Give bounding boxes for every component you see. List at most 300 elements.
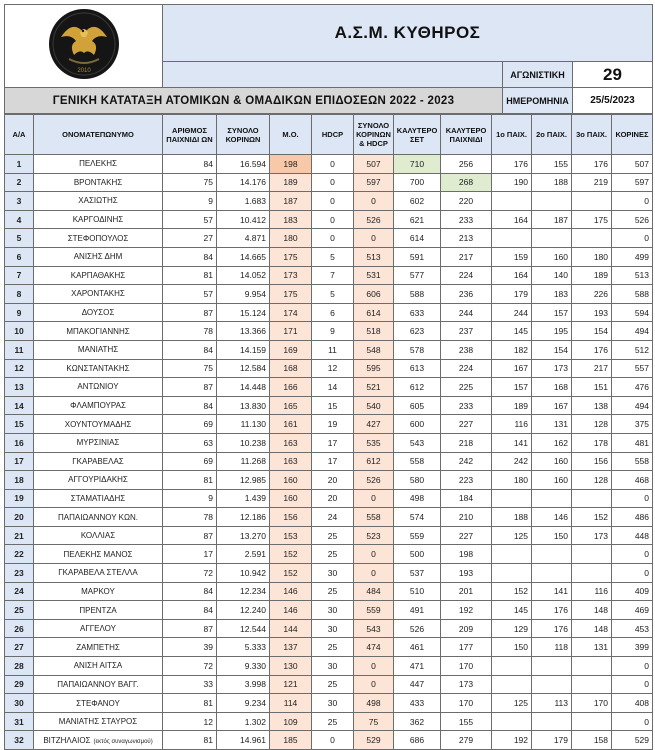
row-name: ΜΑΝΙΑΤΗΣ ΣΤΑΥΡΟΣ <box>34 712 163 731</box>
row-total: 557 <box>612 359 653 378</box>
row-games: 84 <box>163 247 217 266</box>
col-best-set: ΚΑΛΥΤΕΡΟ ΣΕΤ <box>394 115 441 155</box>
row-name: ΠΕΛΕΚΗΣ <box>34 155 163 174</box>
row-pins-hdcp: 75 <box>354 712 394 731</box>
row-game2: 195 <box>532 322 572 341</box>
row-total: 486 <box>612 508 653 527</box>
row-game1: 164 <box>492 266 532 285</box>
row-games: 75 <box>163 173 217 192</box>
row-total: 0 <box>612 712 653 731</box>
row-best-set: 613 <box>394 359 441 378</box>
col-pins-hdcp: ΣΥΝΟΛΟ ΚΟΡΙΝΩΝ & HDCP <box>354 115 394 155</box>
row-rank: 7 <box>5 266 34 285</box>
col-best-game: ΚΑΛΥΤΕΡΟ ΠΑΙΧΝΙΔΙ <box>441 115 492 155</box>
row-hdcp: 5 <box>312 285 354 304</box>
row-games: 84 <box>163 340 217 359</box>
row-game2: 141 <box>532 582 572 601</box>
row-best-game: 223 <box>441 471 492 490</box>
row-hdcp: 12 <box>312 359 354 378</box>
column-header-row <box>5 115 653 155</box>
row-name: ΚΩΝΣΤΑΝΤΑΚΗΣ <box>34 359 163 378</box>
row-avg: 152 <box>270 564 312 583</box>
row-game1: 244 <box>492 303 532 322</box>
table-row <box>5 564 653 583</box>
row-name: ΓΚΑΡΑΒΕΛΑΣ <box>34 452 163 471</box>
row-game3 <box>572 545 612 564</box>
row-games: 57 <box>163 210 217 229</box>
row-rank: 23 <box>5 564 34 583</box>
row-game1 <box>492 564 532 583</box>
row-rank: 25 <box>5 601 34 620</box>
row-game3: 128 <box>572 471 612 490</box>
row-game2: 146 <box>532 508 572 527</box>
row-game2: 155 <box>532 155 572 174</box>
row-name: ΑΝΙΣΗΣ ΔΗΜ <box>34 247 163 266</box>
row-pins: 14.052 <box>217 266 270 285</box>
row-pins: 1.302 <box>217 712 270 731</box>
row-pins-hdcp: 529 <box>354 731 394 750</box>
row-game3: 219 <box>572 173 612 192</box>
table-row <box>5 452 653 471</box>
row-rank: 11 <box>5 340 34 359</box>
row-game2: 118 <box>532 638 572 657</box>
row-rank: 24 <box>5 582 34 601</box>
row-best-set: 577 <box>394 266 441 285</box>
row-games: 84 <box>163 396 217 415</box>
row-avg: 183 <box>270 210 312 229</box>
row-game3 <box>572 192 612 211</box>
row-hdcp: 30 <box>312 619 354 638</box>
row-pins-hdcp: 558 <box>354 508 394 527</box>
row-games: 69 <box>163 415 217 434</box>
row-game2: 176 <box>532 601 572 620</box>
row-hdcp: 24 <box>312 508 354 527</box>
row-games: 84 <box>163 155 217 174</box>
row-game3: 148 <box>572 601 612 620</box>
row-game1 <box>492 675 532 694</box>
row-pins-hdcp: 526 <box>354 210 394 229</box>
row-games: 75 <box>163 359 217 378</box>
row-best-game: 256 <box>441 155 492 174</box>
header-blank <box>163 62 503 88</box>
table-row <box>5 303 653 322</box>
row-best-game: 233 <box>441 396 492 415</box>
row-game1: 188 <box>492 508 532 527</box>
table-row <box>5 192 653 211</box>
row-best-set: 591 <box>394 247 441 266</box>
row-avg: 152 <box>270 545 312 564</box>
row-hdcp: 0 <box>312 173 354 192</box>
row-avg: 156 <box>270 508 312 527</box>
row-best-game: 237 <box>441 322 492 341</box>
row-rank: 29 <box>5 675 34 694</box>
row-game3: 156 <box>572 452 612 471</box>
col-pins-today: ΚΟΡΙΝΕΣ <box>612 115 653 155</box>
row-game2: 168 <box>532 378 572 397</box>
row-total: 375 <box>612 415 653 434</box>
row-hdcp: 11 <box>312 340 354 359</box>
table-row <box>5 638 653 657</box>
row-game1: 150 <box>492 638 532 657</box>
row-hdcp: 20 <box>312 471 354 490</box>
row-game2 <box>532 545 572 564</box>
row-best-set: 633 <box>394 303 441 322</box>
row-best-set: 623 <box>394 322 441 341</box>
row-game3: 193 <box>572 303 612 322</box>
row-name: ΜΑΡΚΟΥ <box>34 582 163 601</box>
row-rank: 14 <box>5 396 34 415</box>
row-total: 481 <box>612 433 653 452</box>
row-hdcp: 25 <box>312 545 354 564</box>
row-best-set: 710 <box>394 155 441 174</box>
row-best-set: 700 <box>394 173 441 192</box>
row-pins: 3.998 <box>217 675 270 694</box>
row-game1: 192 <box>492 731 532 750</box>
row-game2 <box>532 229 572 248</box>
row-pins-hdcp: 0 <box>354 675 394 694</box>
row-total: 448 <box>612 526 653 545</box>
row-rank: 15 <box>5 415 34 434</box>
row-hdcp: 6 <box>312 303 354 322</box>
row-best-set: 447 <box>394 675 441 694</box>
row-name: ΓΚΑΡΑΒΕΛΑ ΣΤΕΛΛΑ <box>34 564 163 583</box>
row-hdcp: 20 <box>312 489 354 508</box>
row-games: 78 <box>163 508 217 527</box>
row-pins-hdcp: 498 <box>354 694 394 713</box>
row-total: 0 <box>612 545 653 564</box>
row-game2: 160 <box>532 247 572 266</box>
row-total: 453 <box>612 619 653 638</box>
row-rank: 19 <box>5 489 34 508</box>
row-name: ΑΝΤΩΝΙΟΥ <box>34 378 163 397</box>
table-row <box>5 210 653 229</box>
row-rank: 10 <box>5 322 34 341</box>
table-row <box>5 359 653 378</box>
row-pins-hdcp: 0 <box>354 545 394 564</box>
table-row <box>5 619 653 638</box>
row-best-game: 170 <box>441 657 492 676</box>
row-avg: 174 <box>270 303 312 322</box>
row-best-game: 225 <box>441 378 492 397</box>
row-avg: 165 <box>270 396 312 415</box>
row-game2: 160 <box>532 452 572 471</box>
row-avg: 175 <box>270 285 312 304</box>
row-best-set: 559 <box>394 526 441 545</box>
row-best-set: 543 <box>394 433 441 452</box>
row-best-game: 268 <box>441 173 492 192</box>
row-game1 <box>492 192 532 211</box>
row-pins: 11.268 <box>217 452 270 471</box>
table-row <box>5 433 653 452</box>
row-best-game: 170 <box>441 694 492 713</box>
row-game2 <box>532 712 572 731</box>
row-games: 72 <box>163 564 217 583</box>
row-pins-hdcp: 526 <box>354 471 394 490</box>
table-row <box>5 229 653 248</box>
row-name: ΠΑΠΑΙΩΑΝΝΟΥ ΚΩΝ. <box>34 508 163 527</box>
row-total: 529 <box>612 731 653 750</box>
row-total: 0 <box>612 564 653 583</box>
eagle-emblem-icon <box>47 7 121 81</box>
row-pins: 12.186 <box>217 508 270 527</box>
row-game3: 138 <box>572 396 612 415</box>
row-games: 87 <box>163 619 217 638</box>
row-hdcp: 0 <box>312 229 354 248</box>
row-best-game: 173 <box>441 675 492 694</box>
table-row <box>5 526 653 545</box>
row-avg: 114 <box>270 694 312 713</box>
row-pins: 12.544 <box>217 619 270 638</box>
row-name: ΒΡΟΝΤΑΚΗΣ <box>34 173 163 192</box>
row-rank: 2 <box>5 173 34 192</box>
row-game1: 152 <box>492 582 532 601</box>
row-best-game: 238 <box>441 340 492 359</box>
row-rank: 27 <box>5 638 34 657</box>
row-pins-hdcp: 597 <box>354 173 394 192</box>
row-best-game: 193 <box>441 564 492 583</box>
row-game2: 187 <box>532 210 572 229</box>
row-total: 0 <box>612 229 653 248</box>
row-best-game: 279 <box>441 731 492 750</box>
table-row <box>5 247 653 266</box>
row-games: 87 <box>163 303 217 322</box>
row-best-set: 558 <box>394 452 441 471</box>
row-hdcp: 30 <box>312 601 354 620</box>
row-pins-hdcp: 0 <box>354 192 394 211</box>
row-game2: 157 <box>532 303 572 322</box>
table-row <box>5 340 653 359</box>
row-total: 526 <box>612 210 653 229</box>
row-avg: 161 <box>270 415 312 434</box>
row-pins-hdcp: 484 <box>354 582 394 601</box>
row-total: 513 <box>612 266 653 285</box>
row-avg: 173 <box>270 266 312 285</box>
row-best-set: 580 <box>394 471 441 490</box>
row-name: ΑΝΙΣΗ ΑΙΤΣΑ <box>34 657 163 676</box>
date-label: ΗΜΕΡΟΜΗΝΙΑ <box>503 88 573 114</box>
row-best-set: 433 <box>394 694 441 713</box>
row-name: ΜΑΝΙΑΤΗΣ <box>34 340 163 359</box>
row-avg: 121 <box>270 675 312 694</box>
row-game3: 151 <box>572 378 612 397</box>
row-game3: 128 <box>572 415 612 434</box>
row-name-text: ΒΙΤΖΗΛΑΙΟΣ <box>43 735 91 745</box>
row-games: 81 <box>163 731 217 750</box>
sheet-header <box>4 4 653 114</box>
row-name: ΖΑΜΠΕΤΗΣ <box>34 638 163 657</box>
row-avg: 187 <box>270 192 312 211</box>
row-best-game: 210 <box>441 508 492 527</box>
row-total: 494 <box>612 322 653 341</box>
row-avg: 175 <box>270 247 312 266</box>
row-best-set: 574 <box>394 508 441 527</box>
row-best-set: 491 <box>394 601 441 620</box>
table-row <box>5 378 653 397</box>
col-rank: Α/Α <box>5 115 34 155</box>
row-pins-hdcp: 521 <box>354 378 394 397</box>
row-game1 <box>492 229 532 248</box>
row-pins: 12.234 <box>217 582 270 601</box>
row-game2 <box>532 564 572 583</box>
row-game3: 176 <box>572 340 612 359</box>
row-pins-hdcp: 523 <box>354 526 394 545</box>
table-row <box>5 545 653 564</box>
table-row <box>5 471 653 490</box>
row-games: 81 <box>163 694 217 713</box>
row-pins: 15.124 <box>217 303 270 322</box>
row-best-set: 612 <box>394 378 441 397</box>
row-pins: 9.234 <box>217 694 270 713</box>
table-row <box>5 155 653 174</box>
row-avg: 146 <box>270 582 312 601</box>
row-game2: 154 <box>532 340 572 359</box>
row-game1: 145 <box>492 322 532 341</box>
row-pins-hdcp: 427 <box>354 415 394 434</box>
row-pins: 16.594 <box>217 155 270 174</box>
row-total: 0 <box>612 489 653 508</box>
row-games: 12 <box>163 712 217 731</box>
row-game2: 150 <box>532 526 572 545</box>
row-hdcp: 7 <box>312 266 354 285</box>
row-total: 588 <box>612 285 653 304</box>
row-hdcp: 0 <box>312 731 354 750</box>
row-games: 17 <box>163 545 217 564</box>
row-best-set: 621 <box>394 210 441 229</box>
row-best-game: 192 <box>441 601 492 620</box>
row-best-set: 537 <box>394 564 441 583</box>
row-game2: 140 <box>532 266 572 285</box>
table-row <box>5 415 653 434</box>
row-rank: 9 <box>5 303 34 322</box>
row-best-game: 220 <box>441 192 492 211</box>
row-game3: 217 <box>572 359 612 378</box>
row-rank: 16 <box>5 433 34 452</box>
row-game1: 129 <box>492 619 532 638</box>
row-game1: 125 <box>492 694 532 713</box>
row-game2: 167 <box>532 396 572 415</box>
row-name-note: (εκτός συναγωνισμού) <box>93 738 153 745</box>
row-best-game: 224 <box>441 359 492 378</box>
row-game3 <box>572 229 612 248</box>
row-total: 594 <box>612 303 653 322</box>
row-games: 27 <box>163 229 217 248</box>
row-game3: 170 <box>572 694 612 713</box>
row-game1: 179 <box>492 285 532 304</box>
row-game2: 188 <box>532 173 572 192</box>
row-rank: 1 <box>5 155 34 174</box>
row-rank: 3 <box>5 192 34 211</box>
row-avg: 109 <box>270 712 312 731</box>
row-games: 78 <box>163 322 217 341</box>
row-games: 81 <box>163 266 217 285</box>
row-pins: 14.176 <box>217 173 270 192</box>
row-game3: 189 <box>572 266 612 285</box>
row-best-game: 218 <box>441 433 492 452</box>
row-best-game: 242 <box>441 452 492 471</box>
col-pins: ΣΥΝΟΛΟ ΚΟΡΙΝΩΝ <box>217 115 270 155</box>
row-hdcp: 14 <box>312 378 354 397</box>
row-avg: 146 <box>270 601 312 620</box>
row-name: ΧΑΣΙΩΤΗΣ <box>34 192 163 211</box>
row-games: 69 <box>163 452 217 471</box>
row-pins: 14.961 <box>217 731 270 750</box>
row-best-set: 498 <box>394 489 441 508</box>
row-rank: 22 <box>5 545 34 564</box>
row-hdcp: 9 <box>312 322 354 341</box>
row-rank: 17 <box>5 452 34 471</box>
row-hdcp: 0 <box>312 192 354 211</box>
row-best-game: 224 <box>441 266 492 285</box>
row-best-game: 155 <box>441 712 492 731</box>
table-row <box>5 285 653 304</box>
row-game3 <box>572 657 612 676</box>
row-pins: 14.665 <box>217 247 270 266</box>
row-game3: 226 <box>572 285 612 304</box>
row-rank: 8 <box>5 285 34 304</box>
row-pins-hdcp: 595 <box>354 359 394 378</box>
row-pins: 1.683 <box>217 192 270 211</box>
row-game2: 160 <box>532 471 572 490</box>
row-game1: 145 <box>492 601 532 620</box>
row-rank: 18 <box>5 471 34 490</box>
row-pins: 12.240 <box>217 601 270 620</box>
col-game3: 3ο ΠΑΙΧ. <box>572 115 612 155</box>
table-row <box>5 173 653 192</box>
row-total: 399 <box>612 638 653 657</box>
table-row <box>5 396 653 415</box>
row-total: 476 <box>612 378 653 397</box>
row-total: 494 <box>612 396 653 415</box>
table-row <box>5 489 653 508</box>
row-best-set: 510 <box>394 582 441 601</box>
col-game2: 2ο ΠΑΙΧ. <box>532 115 572 155</box>
row-best-game: 227 <box>441 415 492 434</box>
col-avg: Μ.Ο. <box>270 115 312 155</box>
row-best-set: 526 <box>394 619 441 638</box>
row-game2 <box>532 675 572 694</box>
row-name: ΜΠΑΚΟΓΙΑΝΝΗΣ <box>34 322 163 341</box>
row-game3: 148 <box>572 619 612 638</box>
row-pins-hdcp: 0 <box>354 657 394 676</box>
row-games: 9 <box>163 192 217 211</box>
row-hdcp: 17 <box>312 452 354 471</box>
row-rank: 28 <box>5 657 34 676</box>
row-name: ΚΑΡΠΑΘΑΚΗΣ <box>34 266 163 285</box>
row-name: ΧΟΥΝΤΟΥΜΑΔΗΣ <box>34 415 163 434</box>
row-game2: 162 <box>532 433 572 452</box>
table-row <box>5 731 653 750</box>
row-game1: 182 <box>492 340 532 359</box>
col-name: ΟΝΟΜΑΤΕΠΩΝΥΜΟ <box>34 115 163 155</box>
row-pins-hdcp: 0 <box>354 489 394 508</box>
row-name: ΠΑΠΑΙΩΑΝΝΟΥ ΒΑΓΓ. <box>34 675 163 694</box>
row-name: ΦΛΑΜΠΟΥΡΑΣ <box>34 396 163 415</box>
row-best-set: 686 <box>394 731 441 750</box>
row-total: 499 <box>612 247 653 266</box>
row-game1: 167 <box>492 359 532 378</box>
row-rank: 32 <box>5 731 34 750</box>
row-game1 <box>492 489 532 508</box>
row-pins: 13.366 <box>217 322 270 341</box>
row-rank: 4 <box>5 210 34 229</box>
row-game3 <box>572 712 612 731</box>
row-name: ΠΡΕΝΤΖΑ <box>34 601 163 620</box>
row-pins-hdcp: 0 <box>354 229 394 248</box>
row-game3 <box>572 564 612 583</box>
row-games: 57 <box>163 285 217 304</box>
row-hdcp: 25 <box>312 712 354 731</box>
col-games: ΑΡΙΘΜΟΣ ΠΑΙΧΝΙΔΙ ΩΝ <box>163 115 217 155</box>
